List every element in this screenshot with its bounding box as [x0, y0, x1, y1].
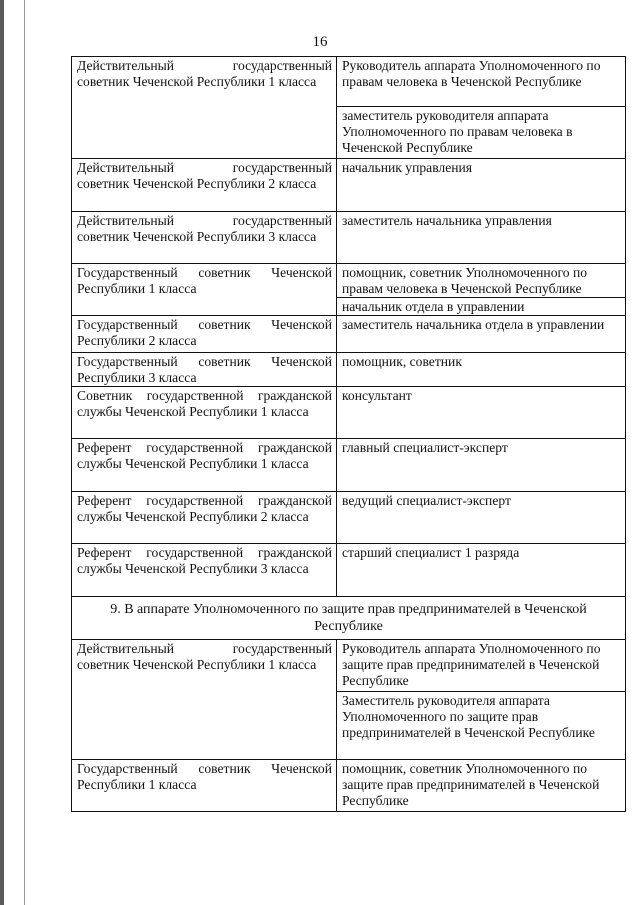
position-cell: начальник отдела в управлении — [337, 298, 626, 316]
table-row — [72, 597, 626, 640]
class-rank-cell: Действительный государственный советник Чеченской Республики 1 класса — [72, 57, 337, 159]
class-rank-cell: Государственный советник Чеченской Республики 1 класса — [72, 264, 337, 316]
position-cell: помощник, советник Уполномоченного по правам человека в Чеченской Республике — [337, 264, 626, 298]
position-cell: Руководитель аппарата Уполномоченного по защите прав предпринимателей в Чеченской Республике — [337, 640, 626, 692]
table-row — [72, 640, 626, 692]
position-cell: помощник, советник Уполномоченного по защите прав предпринимателей в Чеченской Республике — [337, 760, 626, 812]
position-cell: главный специалист-эксперт — [337, 439, 626, 492]
class-rank-cell: Действительный государственный советник Чеченской Республики 3 класса — [72, 212, 337, 264]
class-rank-cell: Государственный советник Чеченской Республики 2 класса — [72, 316, 337, 353]
position-cell: начальник управления — [337, 159, 626, 212]
position-cell: заместитель руководителя аппарата Уполномоченного по правам человека в Чеченской Республике — [337, 107, 626, 159]
position-cell: ведущий специалист-эксперт — [337, 492, 626, 544]
table-body — [72, 57, 626, 812]
class-rank-cell: Референт государственной гражданской службы Чеченской Республики 2 класса — [72, 492, 337, 544]
table-row — [72, 492, 626, 544]
class-rank-cell: Советник государственной гражданской службы Чеченской Республики 1 класса — [72, 387, 337, 439]
class-rank-cell: Действительный государственный советник Чеченской Республики 2 класса — [72, 159, 337, 212]
table-row — [72, 57, 626, 107]
ranks-positions-table — [71, 56, 626, 812]
position-cell: Руководитель аппарата Уполномоченного по правам человека в Чеченской Республике — [337, 57, 626, 107]
page-number: 16 — [312, 34, 328, 50]
section-heading: 9. В аппарате Уполномоченного по защите прав предпринимателей в Чеченской Республике — [72, 597, 626, 640]
position-cell: заместитель начальника отдела в управлении — [337, 316, 626, 353]
scan-shadow-line — [24, 0, 25, 905]
position-cell: старший специалист 1 разряда — [337, 544, 626, 597]
scan-shadow-edge — [0, 0, 4, 905]
table-row — [72, 760, 626, 812]
table-row — [72, 387, 626, 439]
table-row — [72, 316, 626, 353]
table-row — [72, 159, 626, 212]
class-rank-cell: Действительный государственный советник Чеченской Республики 1 класса — [72, 640, 337, 760]
position-cell: заместитель начальника управления — [337, 212, 626, 264]
table-row — [72, 212, 626, 264]
position-cell: помощник, советник — [337, 353, 626, 387]
table-row — [72, 264, 626, 298]
table-row — [72, 353, 626, 387]
class-rank-cell: Государственный советник Чеченской Республики 1 класса — [72, 760, 337, 812]
table-row — [72, 439, 626, 492]
position-cell: консультант — [337, 387, 626, 439]
table-row — [72, 544, 626, 597]
class-rank-cell: Референт государственной гражданской службы Чеченской Республики 1 класса — [72, 439, 337, 492]
position-cell: Заместитель руководителя аппарата Уполномоченного по защите прав предпринимателей в Чеченской Республике — [337, 692, 626, 760]
class-rank-cell: Референт государственной гражданской службы Чеченской Республики 3 класса — [72, 544, 337, 597]
class-rank-cell: Государственный советник Чеченской Республики 3 класса — [72, 353, 337, 387]
